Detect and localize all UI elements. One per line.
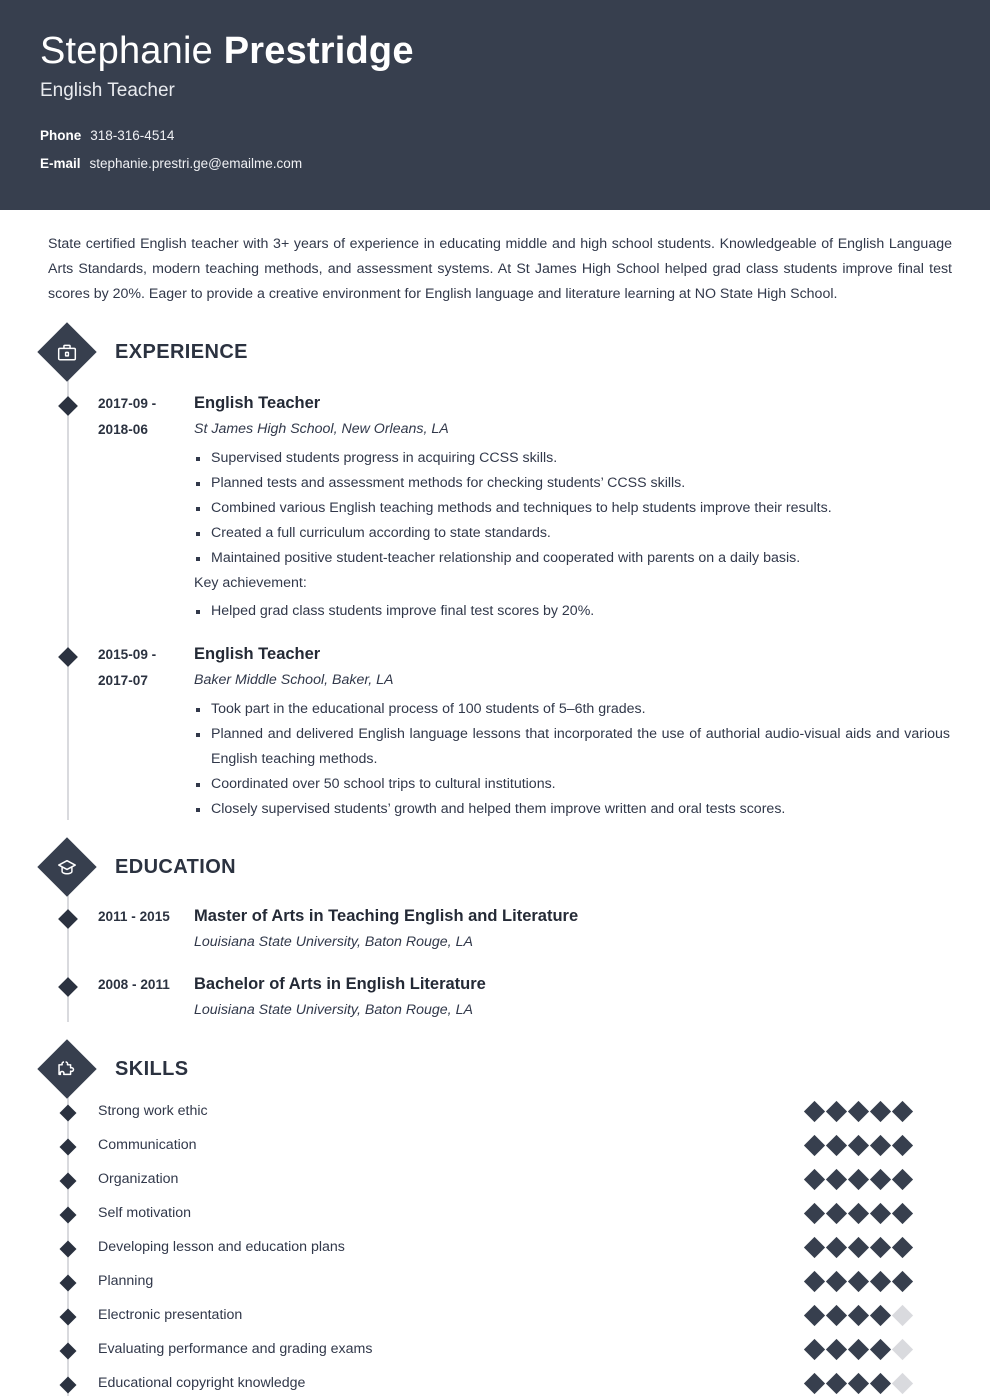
entry-bullet: Supervised students progress in acquiring CCSS skills. xyxy=(194,446,950,471)
rating-diamond-filled xyxy=(892,1236,913,1257)
rating-diamond-filled xyxy=(826,1372,847,1393)
rating-diamond-filled xyxy=(892,1270,913,1291)
rating-diamond-empty xyxy=(892,1304,913,1325)
skill-name: Planning xyxy=(98,1273,154,1289)
entry-dates: 2017-09 - 2018-06 xyxy=(98,396,157,437)
rating-diamond-filled xyxy=(826,1202,847,1223)
entry-bullet-list xyxy=(194,446,950,571)
contact-row xyxy=(40,128,950,143)
contact-label: Phone xyxy=(40,127,82,143)
entry-bullet: Took part in the educational process of 100 students of 5–6th grades. xyxy=(194,697,950,722)
experience-entry xyxy=(40,391,950,624)
skill-rating xyxy=(807,1308,950,1323)
skill-row xyxy=(40,1128,950,1162)
education-timeline xyxy=(40,904,950,1024)
rating-diamond-filled xyxy=(870,1134,891,1155)
entry-subtitle: St James High School, New Orleans, LA xyxy=(194,421,449,437)
entry-title: Bachelor of Arts in English Literature xyxy=(194,975,486,993)
resume-body xyxy=(0,232,990,1400)
skill-rating xyxy=(807,1376,950,1391)
first-name: Stephanie xyxy=(40,30,224,72)
rating-diamond-filled xyxy=(848,1236,869,1257)
rating-diamond-filled xyxy=(848,1372,869,1393)
rating-diamond-filled xyxy=(870,1100,891,1121)
graduation-cap-icon xyxy=(37,837,96,896)
rating-diamond-filled xyxy=(804,1168,825,1189)
entry-bullet: Planned tests and assessment methods for checking students’ CCSS skills. xyxy=(194,471,950,496)
rating-diamond-filled xyxy=(870,1304,891,1325)
entry-content xyxy=(194,391,950,624)
entry-bullet: Maintained positive student-teacher relationship and cooperated with parents on a daily basis. xyxy=(194,546,950,571)
puzzle-piece-icon xyxy=(37,1039,96,1098)
rating-diamond-filled xyxy=(804,1372,825,1393)
entry-bullet: Created a full curriculum according to state standards. xyxy=(194,521,950,546)
entry-title: English Teacher xyxy=(194,645,321,663)
skill-name: Strong work ethic xyxy=(98,1103,208,1119)
rating-diamond-filled xyxy=(848,1168,869,1189)
resume-header xyxy=(0,0,990,210)
rating-diamond-filled xyxy=(892,1202,913,1223)
rating-diamond-filled xyxy=(848,1270,869,1291)
entry-bullet: Planned and delivered English language lessons that incorporated the use of authorial audio-visual aids and various English teaching methods. xyxy=(194,722,950,772)
rating-diamond-filled xyxy=(826,1134,847,1155)
education-entry xyxy=(40,972,950,1024)
skill-row xyxy=(40,1298,950,1332)
skill-row xyxy=(40,1264,950,1298)
rating-diamond-filled xyxy=(892,1168,913,1189)
skill-row xyxy=(40,1332,950,1366)
section-title-skills: SKILLS xyxy=(115,1057,189,1080)
briefcase-icon xyxy=(37,322,96,381)
rating-diamond-filled xyxy=(804,1236,825,1257)
entry-content xyxy=(194,972,950,1024)
rating-diamond-filled xyxy=(870,1202,891,1223)
rating-diamond-filled xyxy=(848,1304,869,1325)
skill-row xyxy=(40,1094,950,1128)
experience-entry xyxy=(40,642,950,822)
section-header-skills xyxy=(40,1048,950,1090)
rating-diamond-filled xyxy=(892,1134,913,1155)
rating-diamond-filled xyxy=(826,1304,847,1325)
rating-diamond-filled xyxy=(804,1100,825,1121)
rating-diamond-empty xyxy=(892,1372,913,1393)
rating-diamond-filled xyxy=(870,1168,891,1189)
skill-row xyxy=(40,1162,950,1196)
entry-subtitle: Baker Middle School, Baker, LA xyxy=(194,672,394,688)
rating-diamond-filled xyxy=(804,1270,825,1291)
section-skills xyxy=(40,1048,950,1400)
contact-value[interactable]: 318-316-4514 xyxy=(90,127,175,143)
rating-diamond-filled xyxy=(848,1202,869,1223)
rating-diamond-filled xyxy=(892,1100,913,1121)
rating-diamond-filled xyxy=(804,1304,825,1325)
entry-achievement-bullet: Helped grad class students improve final test scores by 20%. xyxy=(194,599,950,624)
entry-dates: 2008 - 2011 xyxy=(98,977,170,992)
rating-diamond-filled xyxy=(848,1100,869,1121)
entry-bullet: Combined various English teaching methods and techniques to help students improve their results. xyxy=(194,496,950,521)
entry-bullet: Closely supervised students’ growth and helped them improve written and oral tests scores. xyxy=(194,797,950,822)
skill-rating xyxy=(807,1172,950,1187)
skill-rating xyxy=(807,1274,950,1289)
rating-diamond-filled xyxy=(848,1338,869,1359)
skill-name: Educational copyright knowledge xyxy=(98,1375,306,1391)
rating-diamond-filled xyxy=(804,1202,825,1223)
rating-diamond-filled xyxy=(826,1100,847,1121)
skill-name: Evaluating performance and grading exams xyxy=(98,1341,373,1357)
entry-title: English Teacher xyxy=(194,394,321,412)
education-entry xyxy=(40,904,950,956)
skill-name: Communication xyxy=(98,1137,197,1153)
skill-name: Electronic presentation xyxy=(98,1307,243,1323)
entry-dates: 2011 - 2015 xyxy=(98,909,170,924)
entry-dates: 2015-09 - 2017-07 xyxy=(98,647,157,688)
skill-rating xyxy=(807,1240,950,1255)
skill-row xyxy=(40,1196,950,1230)
rating-diamond-empty xyxy=(892,1338,913,1359)
experience-timeline xyxy=(40,391,950,822)
entry-subtitle: Louisiana State University, Baton Rouge, LA xyxy=(194,1002,473,1018)
entry-subtitle: Louisiana State University, Baton Rouge, LA xyxy=(194,934,473,950)
entry-note: Key achievement: xyxy=(194,575,307,591)
skill-rating xyxy=(807,1138,950,1153)
section-title-experience: EXPERIENCE xyxy=(115,340,248,363)
rating-diamond-filled xyxy=(826,1236,847,1257)
contact-row xyxy=(40,156,950,171)
rating-diamond-filled xyxy=(870,1372,891,1393)
rating-diamond-filled xyxy=(826,1168,847,1189)
contact-label: E-mail xyxy=(40,155,81,171)
skill-rating xyxy=(807,1206,950,1221)
rating-diamond-filled xyxy=(848,1134,869,1155)
skill-name: Developing lesson and education plans xyxy=(98,1239,345,1255)
section-title-education: EDUCATION xyxy=(115,855,237,878)
entry-content xyxy=(194,642,950,822)
entry-bullet-list xyxy=(194,697,950,822)
skill-rating xyxy=(807,1342,950,1357)
entry-content xyxy=(194,904,950,956)
section-header-experience xyxy=(40,331,950,373)
summary-text: State certified English teacher with 3+ years of experience in educating middle and high school students. Knowledgeable of English Language Arts Standards, modern teaching methods, and assessment systems. At St James High School helped grad class students improve final test scores by 20%. Eager to provide a creative environment for English language and literature learning at NO State High School. xyxy=(48,236,952,302)
skills-list xyxy=(40,1094,950,1400)
rating-diamond-filled xyxy=(870,1338,891,1359)
entry-title: Master of Arts in Teaching English and Literature xyxy=(194,907,579,925)
rating-diamond-filled xyxy=(804,1134,825,1155)
section-header-education xyxy=(40,846,950,888)
contact-value[interactable]: stephanie.prestri.ge@emailme.com xyxy=(89,155,303,171)
rating-diamond-filled xyxy=(870,1236,891,1257)
skill-name: Self motivation xyxy=(98,1205,192,1221)
rating-diamond-filled xyxy=(826,1338,847,1359)
rating-diamond-filled xyxy=(870,1270,891,1291)
page-title xyxy=(40,30,950,74)
rating-diamond-filled xyxy=(826,1270,847,1291)
job-title: English Teacher xyxy=(40,79,175,101)
section-experience xyxy=(40,331,950,822)
entry-achievement-list xyxy=(194,599,950,624)
section-education xyxy=(40,846,950,1024)
skill-row xyxy=(40,1230,950,1264)
contact-list xyxy=(40,128,950,171)
skill-row xyxy=(40,1366,950,1400)
rating-diamond-filled xyxy=(804,1338,825,1359)
entry-bullet: Coordinated over 50 school trips to cultural institutions. xyxy=(194,772,950,797)
skill-rating xyxy=(807,1104,950,1119)
last-name: Prestridge xyxy=(223,30,414,72)
skill-name: Organization xyxy=(98,1171,179,1187)
